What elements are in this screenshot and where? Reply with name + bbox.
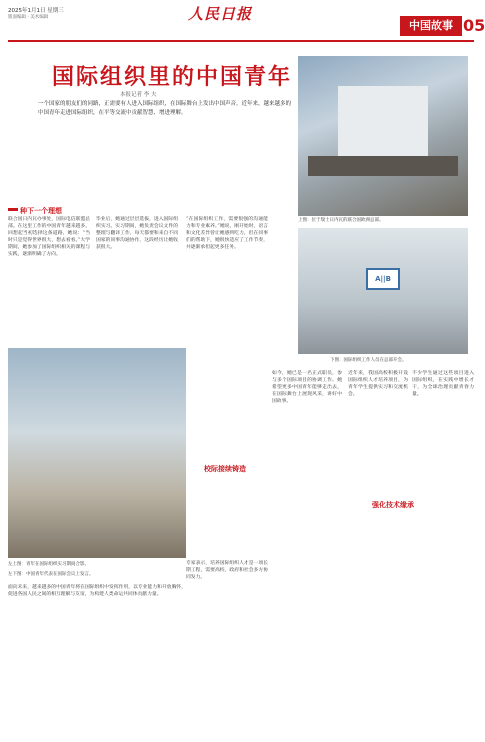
- body-column-3: “在国际组织工作，需要很强的沟通能力和专业素养。”她说，刚开始时，语言和文化差异曾让她感到吃力，但在同事们的帮助下，她很快适应了工作节奏，并逐渐承担起更多任务。: [186, 217, 268, 251]
- header-date: 2025年1月1日 星期三: [8, 8, 64, 14]
- photo-caption-1: 上图：位于瑞士日内瓦的联合国欧洲总部。: [298, 218, 384, 223]
- header-editors: 版面编辑 · 美术编辑: [8, 15, 49, 20]
- header-rule: [8, 40, 474, 42]
- body-column-4: 如今，她已是一名正式职员，参与多个国际项目的协调工作。她希望更多中国青年能够走出去，在国际舞台上展现风采，讲好中国故事。: [272, 371, 342, 405]
- body-column-2: 毕业后，她通过层层选拔，进入国际组织实习。实习期间，她负责会议文件的整理与翻译工作，每天都要和来自不同国家的同事沟通协作，这段经历让她收获很大。: [96, 217, 178, 251]
- section-heading-2: 校际接续铸造: [204, 465, 246, 473]
- photo-conference: [298, 228, 468, 354]
- body-column-7: 专家表示，培养国际组织人才是一项长期工程，需要高校、政府和社会多方协同发力。: [186, 561, 268, 581]
- photo-caption-3: 左上图：青年在国际组织实习期间合影。: [8, 562, 89, 567]
- article-title: 国际组织里的中国青年: [52, 65, 293, 90]
- section-heading-1: 种下一个理想: [20, 207, 62, 215]
- organization-logo-icon: A||B: [366, 268, 400, 290]
- photo-group: [8, 348, 186, 558]
- section-marker: [8, 208, 18, 211]
- section-tag: 中国故事: [400, 16, 462, 36]
- masthead: 人民日报: [188, 5, 253, 23]
- photo-geneva-building: [298, 56, 468, 216]
- body-column-8: 面向未来，越来越多的中国青年将在国际组织中发挥作用，以专业能力和开放胸怀，促进各国人民之间的相互理解与友谊，为构建人类命运共同体贡献力量。: [8, 585, 186, 598]
- body-column-5: 近年来，我国高校积极开设国际组织人才培养项目，为青年学生提供实习和交流机会。: [348, 371, 408, 398]
- section-heading-3: 强化技术缘承: [372, 501, 414, 509]
- photo-caption-4: 左下图：中国青年代表在国际会议上发言。: [8, 572, 94, 577]
- photo-caption-2: 下图：国际组织工作人员在总部开会。: [330, 358, 407, 363]
- lead-paragraph: 一个国家的朋友们的同路，正需要有人进入国际组织，在国际舞台上发出中国声音。近年来，越来越多的中国青年走进国际组织，在平等交流中贡献智慧、增进理解。: [38, 101, 292, 116]
- page-number: 05: [463, 16, 485, 35]
- byline: 本报记者 李 夫: [120, 92, 157, 98]
- body-column-1: 联合国日内瓦办事处，国际电信联盟总部。在这里工作的中国青年越来越多。回想起当初选择这条道路，她说：“当时只是觉得世界很大，想去看看。”大学期间，她参加了国际组织相关的课程与实践，逐渐明确了方向。: [8, 217, 90, 258]
- body-column-6: 不少学生通过这些项目进入国际组织，在实践中增长才干，为全球治理贡献青春力量。: [412, 371, 474, 398]
